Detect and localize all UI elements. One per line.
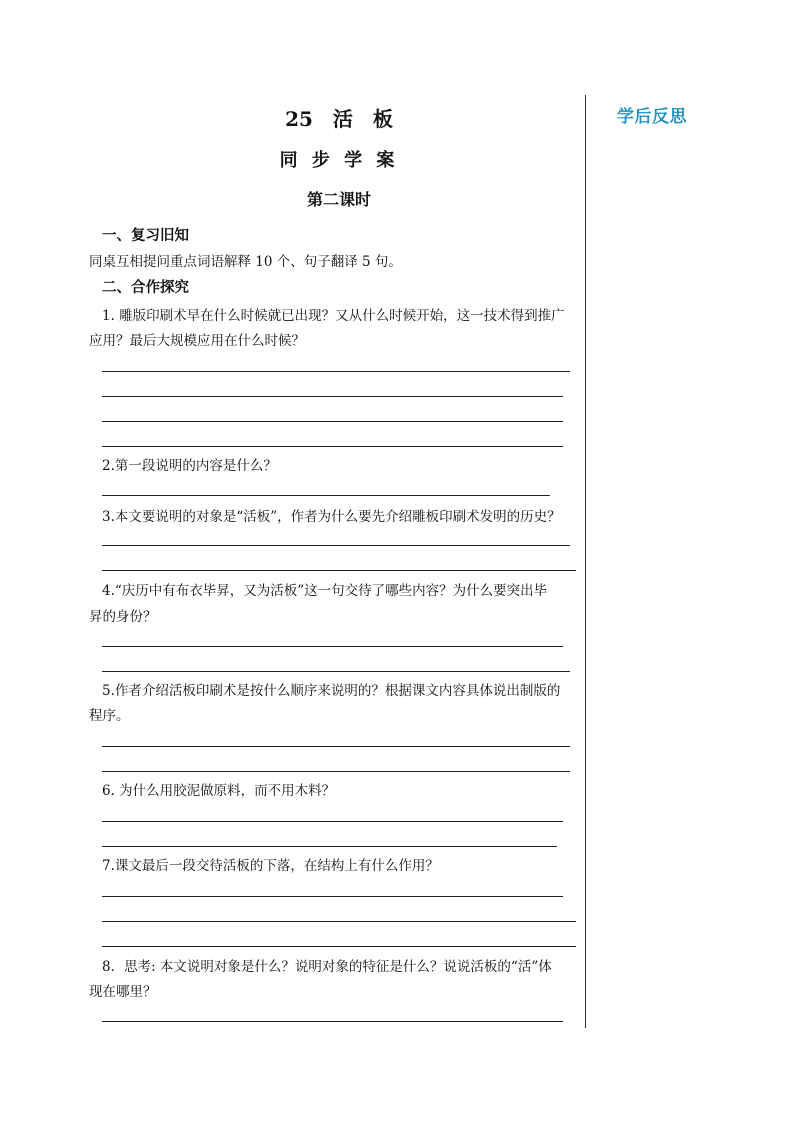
answer-line[interactable] bbox=[102, 545, 570, 546]
answer-line[interactable] bbox=[102, 371, 570, 372]
answer-line[interactable] bbox=[102, 746, 570, 747]
question-5-line-2: 程序。 bbox=[89, 708, 130, 724]
answer-line[interactable] bbox=[102, 771, 570, 772]
review-instruction: 同桌互相提问重点词语解释 10 个、句子翻译 5 句。 bbox=[89, 254, 402, 270]
question-4-line-2: 昇的身份？ bbox=[89, 609, 157, 625]
question-7: 7.课文最后一段交待活板的下落，在结构上有什么作用？ bbox=[102, 858, 439, 874]
question-8-line-2: 现在哪里？ bbox=[89, 984, 157, 1000]
question-6: 6. 为什么用胶泥做原料，而不用木料？ bbox=[102, 783, 336, 799]
question-2: 2.第一段说明的内容是什么？ bbox=[102, 458, 277, 474]
lesson-title: 25 活 板 bbox=[285, 107, 393, 131]
answer-line[interactable] bbox=[102, 396, 563, 397]
answer-line[interactable] bbox=[102, 570, 576, 571]
review-section-title: 一、复习旧知 bbox=[102, 228, 189, 244]
reflection-title: 学后反思 bbox=[617, 107, 687, 127]
question-8-line-1: 8．思考: 本文说明对象是什么？说明对象的特征是什么？说说活板的“活”体 bbox=[102, 959, 552, 975]
question-4-line-1: 4.“庆历中有布衣毕昇，又为活板”这一句交待了哪些内容？为什么要突出毕 bbox=[102, 583, 548, 599]
answer-line[interactable] bbox=[102, 896, 563, 897]
answer-line[interactable] bbox=[102, 421, 563, 422]
answer-line[interactable] bbox=[102, 846, 557, 847]
question-3: 3.本文要说明的对象是“活板”，作者为什么要先介绍雕板印刷术发明的历史？ bbox=[102, 509, 561, 525]
question-1-line-1: 1. 雕版印刷术早在什么时候就已出现？又从什么时候开始，这一技术得到推广 bbox=[102, 308, 565, 324]
answer-line[interactable] bbox=[102, 646, 563, 647]
question-5-line-1: 5.作者介绍活板印刷术是按什么顺序来说明的？根据课文内容具体说出制版的 bbox=[102, 683, 561, 699]
answer-line[interactable] bbox=[102, 671, 570, 672]
column-divider bbox=[585, 95, 586, 1028]
answer-line[interactable] bbox=[102, 921, 576, 922]
answer-line[interactable] bbox=[102, 1021, 563, 1022]
answer-line[interactable] bbox=[102, 495, 550, 496]
period-title: 第二课时 bbox=[306, 190, 371, 209]
explore-section-title: 二、合作探究 bbox=[102, 280, 189, 296]
subtitle: 同 步 学 案 bbox=[279, 150, 399, 171]
answer-line[interactable] bbox=[102, 946, 576, 947]
answer-line[interactable] bbox=[102, 446, 563, 447]
question-1-line-2: 应用？最后大规模应用在什么时候？ bbox=[89, 333, 305, 349]
answer-line[interactable] bbox=[102, 821, 563, 822]
